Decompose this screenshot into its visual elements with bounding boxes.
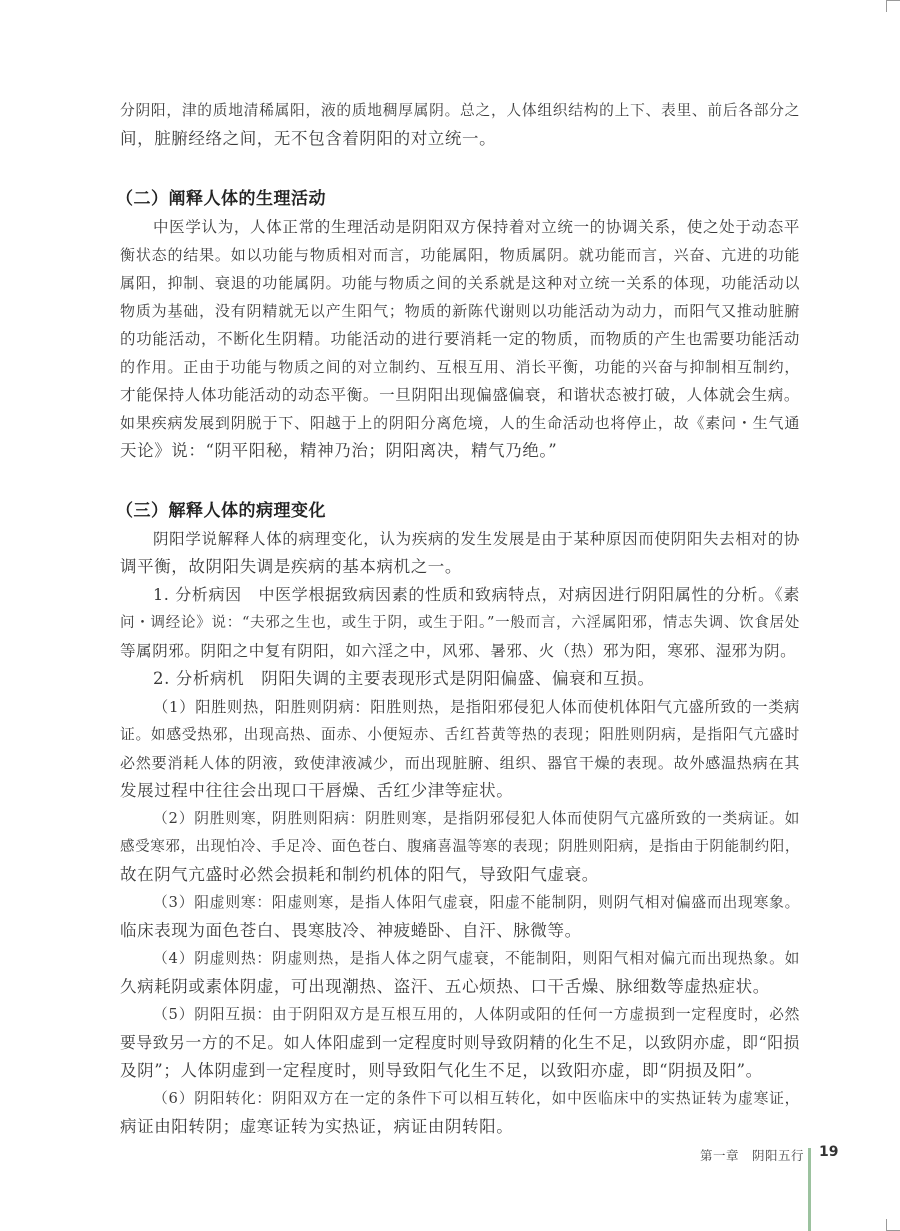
paragraph-line: 属阳，抑制、衰退的功能属阴。功能与物质之间的关系就是这种对立统一关系的体现，功能活动以 xyxy=(120,274,800,292)
paragraph-line: 中医学认为，人体正常的生理活动是阴阳双方保持着对立统一的协调关系，使之处于动态平 xyxy=(153,218,800,236)
paragraph-line: 临床表现为面色苍白、畏寒肢冷、神疲蜷卧、自汗、脉微等。 xyxy=(120,921,582,940)
paragraph-line: （2）阴胜则寒，阴胜则阳病：阴胜则寒，是指阴邪侵犯人体而使阴气亢盛所致的一类病证。如 xyxy=(153,810,800,827)
paragraph-line: 如果疾病发展到阴脱于下、阳越于上的阴阳分离危境，人的生命活动也将停止，故《素问・生气通 xyxy=(120,414,800,432)
running-footer-chapter: 第一章 阴阳五行 xyxy=(700,1148,805,1163)
crop-mark-top xyxy=(886,0,887,12)
paragraph-line: 1. 分析病因 中医学根据致病因素的性质和致病特点，对病因进行阴阳属性的分析。《素 xyxy=(153,585,800,604)
paragraph-line: 故在阴气亢盛时必然会损耗和制约机体的阳气，导致阳气虚衰。 xyxy=(120,865,599,884)
paragraph-line: （1）阳胜则热，阳胜则阴病：阳胜则热，是指阳邪侵犯人体而使机体阳气亢盛所致的一类病 xyxy=(153,698,800,716)
paragraph-line: 要导致另一方的不足。如人体阳虚到一定程度时则导致阴精的化生不足，以致阴亦虚，即“阳损 xyxy=(120,1033,800,1052)
paragraph-line: 阴阳学说解释人体的病理变化，认为疾病的发生发展是由于某种原因而使阴阳失去相对的协 xyxy=(153,530,800,548)
paragraph-line: 调平衡，故阴阳失调是疾病的基本病机之一。 xyxy=(120,557,462,576)
paragraph-line: 的作用。正由于功能与物质之间的对立制约、互根互用、消长平衡，功能的兴奋与抑制相互制约， xyxy=(120,358,800,376)
paragraph-line: 及阴”；人体阴虚到一定程度时，则导致阳气化生不足，以致阳亦虚，即“阴损及阳”。 xyxy=(120,1061,763,1080)
paragraph-line: （4）阴虚则热：阴虚则热，是指人体之阴气虚衰，不能制阳，则阳气相对偏亢而出现热象。如 xyxy=(153,950,800,967)
paragraph-line: 久病耗阴或素体阴虚，可出现潮热、盗汗、五心烦热、口干舌燥、脉细数等虚热症状。 xyxy=(120,977,770,996)
paragraph-line: 物质为基础，没有阴精就无以产生阳气；物质的新陈代谢则以功能活动为动力，而阳气又推动脏腑 xyxy=(120,302,800,320)
paragraph-line: 天论》说：“阴平阳秘，精神乃治；阴阳离决，精气乃绝。” xyxy=(120,441,558,460)
paragraph-line: 问・调经论》说：“夫邪之生也，或生于阴，或生于阳。”一般而言，六淫属阳邪，情志失调、饮食居处 xyxy=(120,615,800,631)
paragraph-line: 病证由阳转阴；虚寒证转为实热证，病证由阴转阳。 xyxy=(120,1117,514,1136)
paragraph-line: （6）阴阳转化：阴阳双方在一定的条件下可以相互转化，如中医临床中的实热证转为虚寒证， xyxy=(153,1090,800,1107)
paragraph-line: 2. 分析病机 阴阳失调的主要表现形式是阴阳偏盛、偏衰和互损。 xyxy=(153,669,655,688)
paragraph-line: 才能保持人体功能活动的动态平衡。一旦阴阳出现偏盛偏衰，和谐状态被打破，人体就会生病。 xyxy=(120,386,800,404)
paragraph-line: 间，脏腑经络之间，无不包含着阴阳的对立统一。 xyxy=(120,129,497,148)
section-heading: （二）阐释人体的生理活动 xyxy=(116,189,326,209)
paragraph-line: 分阴阳，津的质地清稀属阳，液的质地稠厚属阴。总之，人体组织结构的上下、表里、前后各部分之 xyxy=(120,102,800,119)
section-heading: （三）解释人体的病理变化 xyxy=(116,501,326,521)
paragraph-line: 感受寒邪，出现怕冷、手足冷、面色苍白、腹痛喜温等寒的表现；阴胜则阳病，是指由于阴能制约阳， xyxy=(120,839,800,855)
crop-mark-top-h xyxy=(887,0,900,1)
paragraph-line: 等属阴邪。阴阳之中复有阴阳，如六淫之中，风邪、暑邪、火（热）邪为阳，寒邪、湿邪为阴。 xyxy=(120,642,797,660)
paragraph-line: 必然要消耗人体的阴液，致使津液减少，而出现脏腑、组织、器官干燥的表现。故外感温热病在其 xyxy=(120,754,800,772)
paragraph-line: 发展过程中往往会出现口干唇燥、舌红少津等症状。 xyxy=(120,781,514,800)
footer-divider xyxy=(808,1148,811,1231)
paragraph-line: 衡状态的结果。如以功能与物质相对而言，功能属阳，物质属阴。就功能而言，兴奋、亢进的功能 xyxy=(120,246,800,264)
paragraph-line: 证。如感受热邪，出现高热、面赤、小便短赤、舌红苔黄等热的表现；阳胜则阴病，是指阳气亢盛时 xyxy=(120,726,800,743)
paragraph-line: 的功能活动，不断化生阴精。功能活动的进行要消耗一定的物质，而物质的产生也需要功能活动 xyxy=(120,330,800,348)
page-number: 19 xyxy=(819,1144,839,1160)
paragraph-line: （5）阴阳互损：由于阴阳双方是互根互用的，人体阴或阳的任何一方虚损到一定程度时，必然 xyxy=(153,1006,800,1023)
paragraph-line: （3）阳虚则寒：阳虚则寒，是指人体阳气虚衰，阳虚不能制阴，则阴气相对偏盛而出现寒象。 xyxy=(153,894,800,911)
